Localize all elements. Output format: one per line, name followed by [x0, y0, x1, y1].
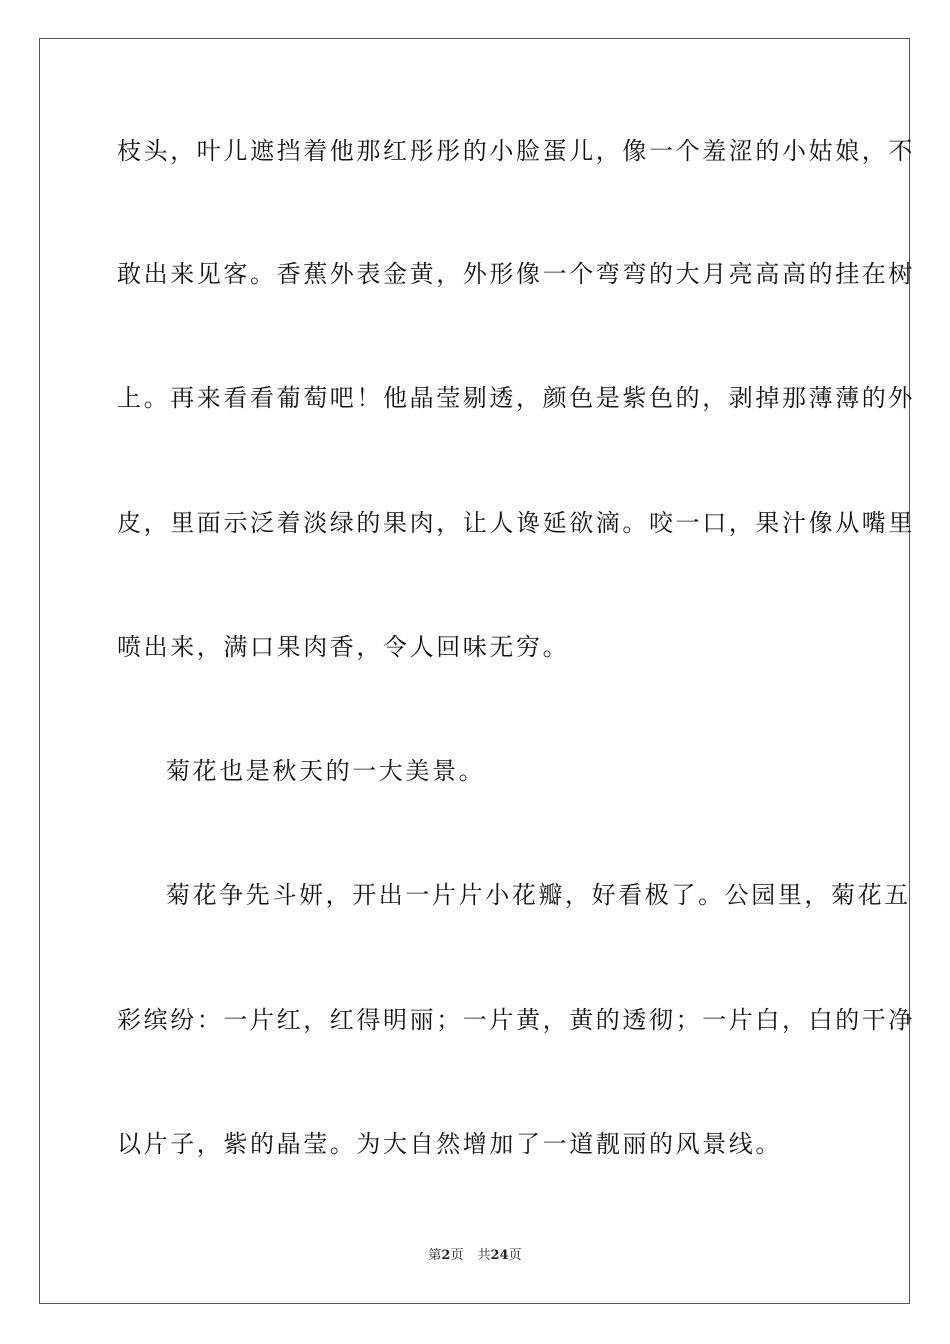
page-border [39, 38, 915, 1304]
page-footer [0, 1248, 950, 1264]
total-suffix: 页 [508, 1248, 522, 1263]
paragraph-line-7: 菊花争先斗妍，开出一片片小花瓣，好看极了。公园里，菊花五 [166, 881, 911, 909]
paragraph-line-6: 菊花也是秋天的一大美景。 [166, 757, 486, 785]
body-text-line-2: 敢出来见客。香蕉外表金黄，外形像一个弯弯的大月亮高高的挂在树 [117, 260, 915, 288]
body-text-line-4: 皮，里面示泛着淡绿的果肉，让人谗延欲滴。咬一口，果汁像从嘴里 [117, 509, 915, 537]
body-text-line-3: 上。再来看看葡萄吧！他晶莹剔透，颜色是紫色的，剥掉那薄薄的外 [117, 384, 915, 412]
body-text-line-8: 彩缤纷：一片红，红得明丽；一片黄，黄的透彻；一片白，白的干净 [117, 1006, 915, 1034]
page-prefix: 第 [428, 1248, 442, 1263]
body-text-line-5: 喷出来，满口果肉香，令人回味无穷。 [117, 633, 570, 661]
total-prefix: 共 [477, 1248, 491, 1263]
page-suffix: 页 [450, 1248, 464, 1263]
body-text-line-9: 以片子，紫的晶莹。为大自然增加了一道靓丽的风景线。 [117, 1130, 782, 1158]
page-number: 2 [441, 1248, 451, 1263]
body-text-line-1: 枝头，叶儿遮挡着他那红彤彤的小脸蛋儿，像一个羞涩的小姑娘，不 [117, 137, 915, 165]
total-pages: 24 [490, 1248, 509, 1263]
